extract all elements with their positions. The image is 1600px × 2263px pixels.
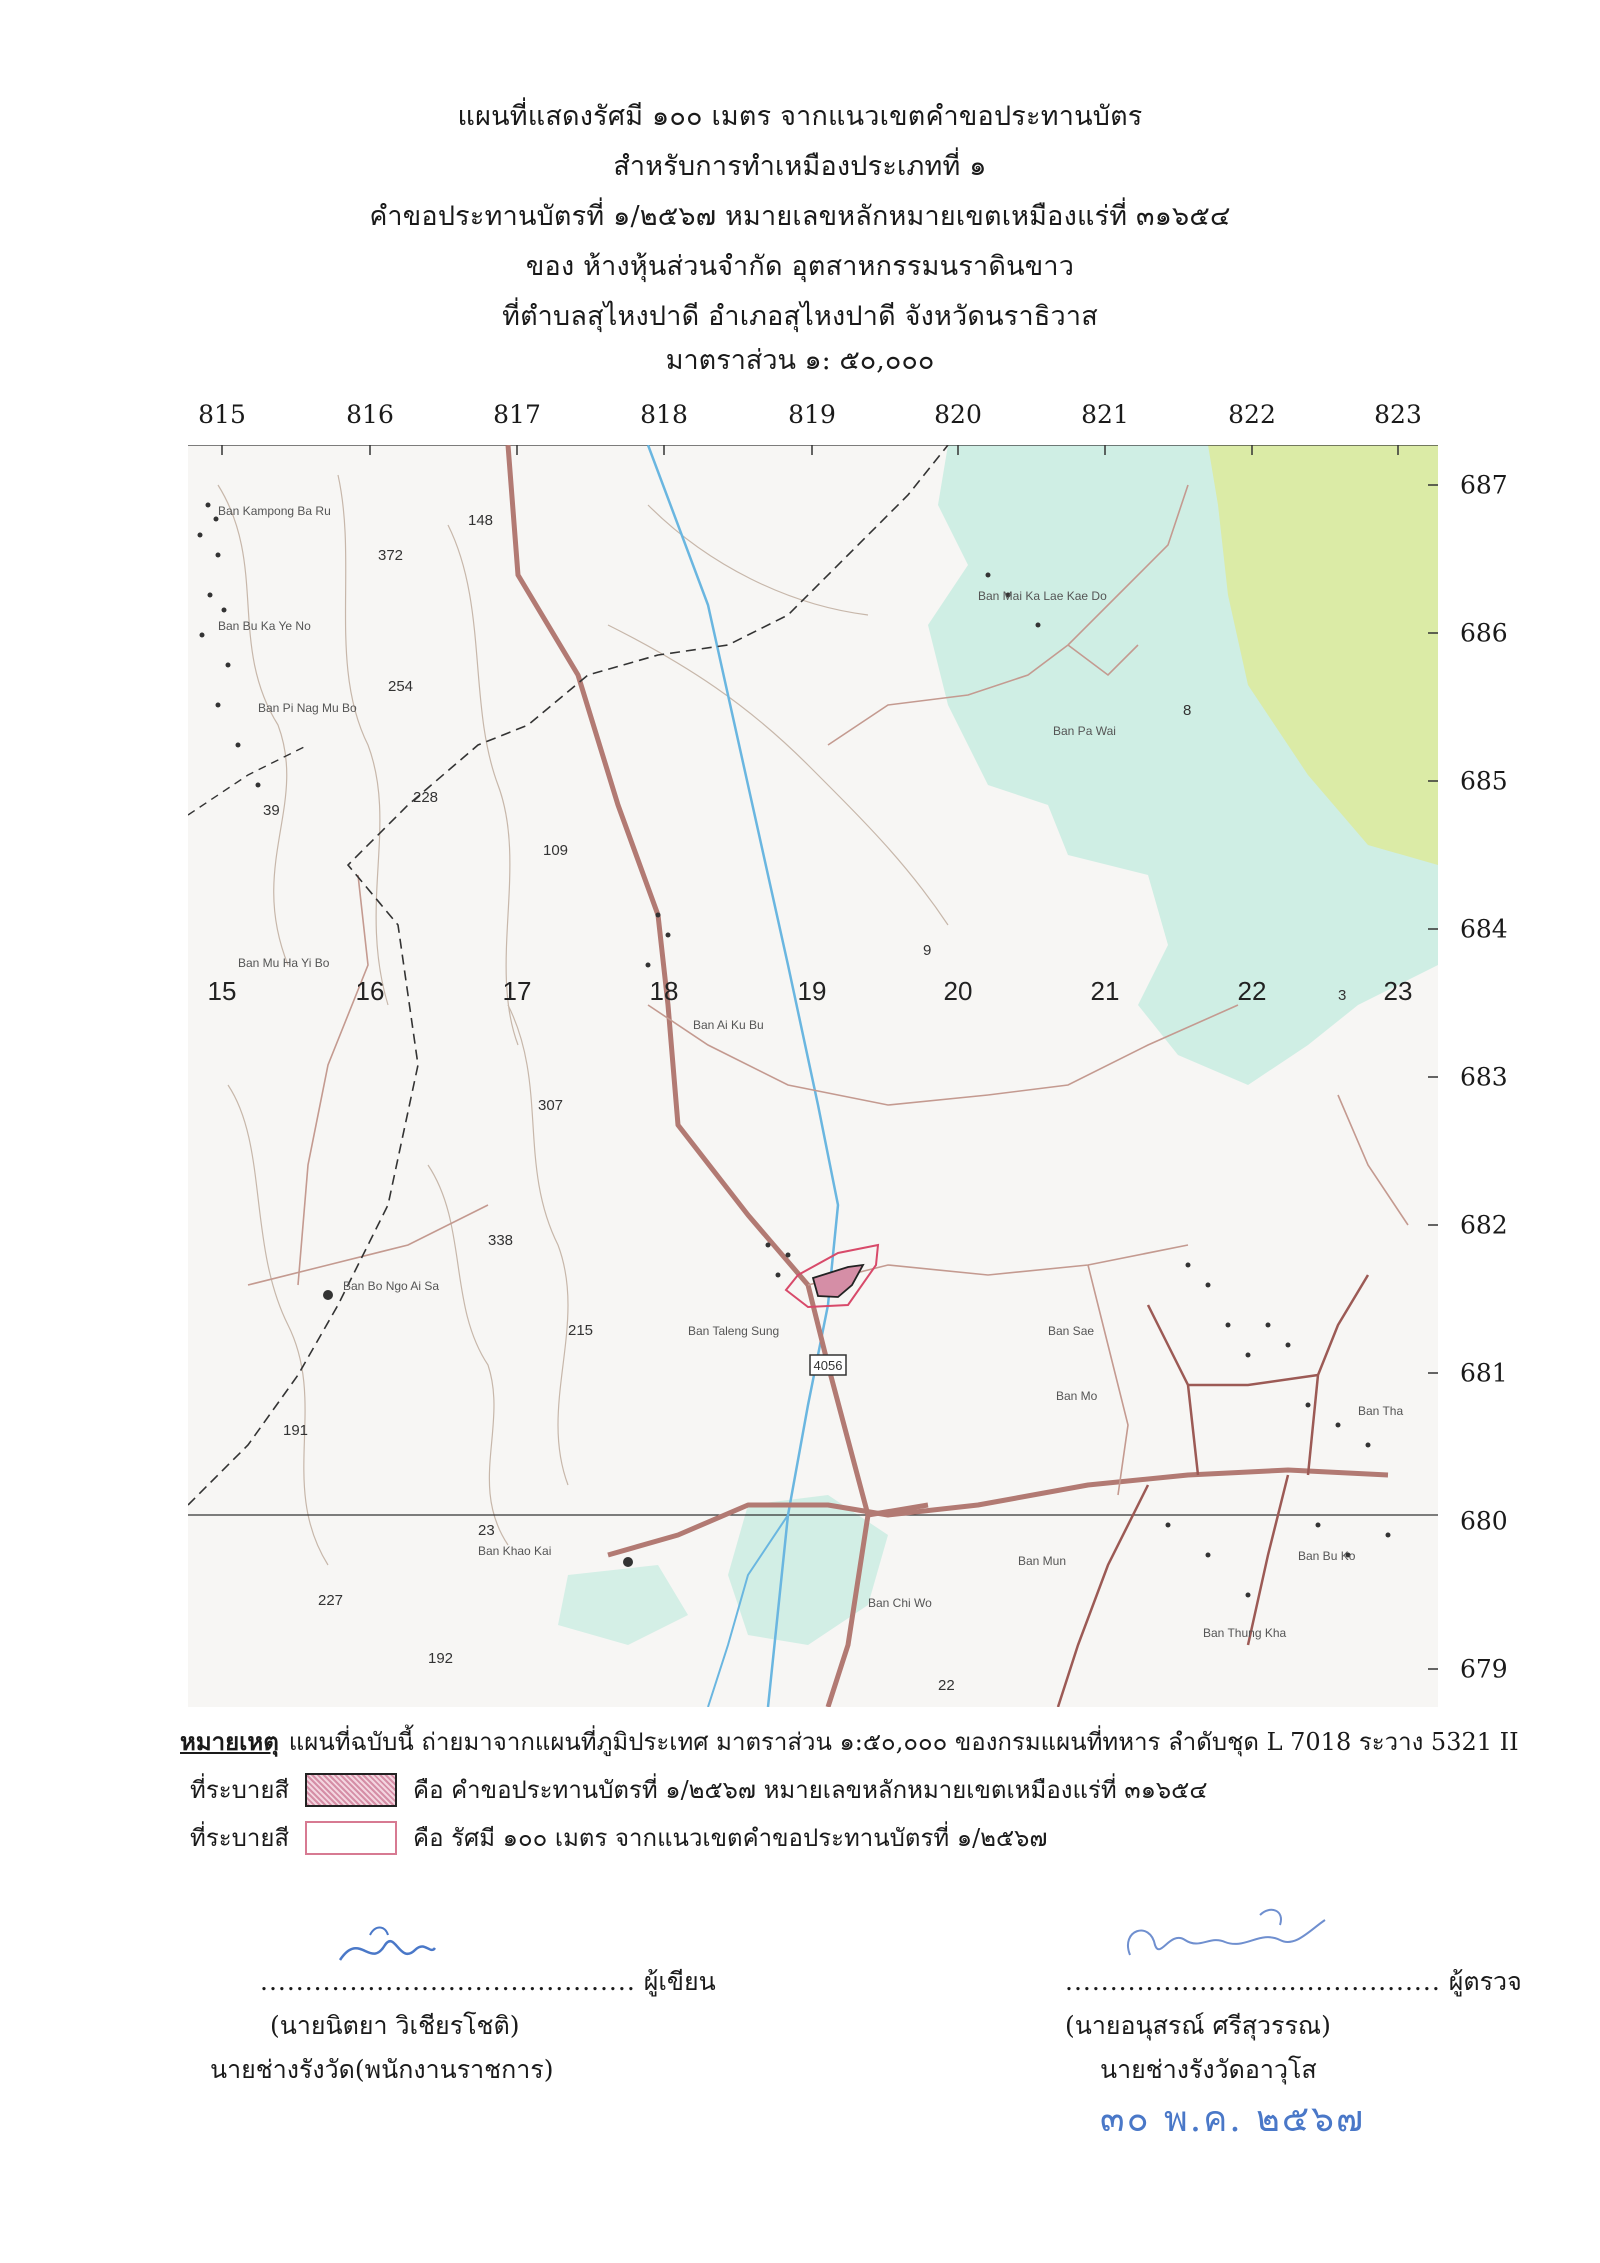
top-grid-ticks	[0, 400, 1600, 440]
top-tick-818: 818	[640, 400, 688, 429]
map-scale: มาตราส่วน ๑: ๕๐,๐๐๐	[665, 345, 935, 376]
writer-block	[210, 1960, 716, 2092]
title-block	[0, 92, 1600, 380]
place-name: Ban Chi Wo	[868, 1596, 932, 1610]
top-tick-815: 815	[198, 400, 246, 429]
place-name: Ban Mai Ka Lae Kae Do	[978, 589, 1107, 603]
inner-label-21: 21	[1090, 976, 1120, 1006]
place-name: Ban Tha	[1358, 1404, 1404, 1418]
top-tick-816: 816	[346, 400, 394, 429]
spot-height: 254	[388, 678, 414, 695]
spot-height: 227	[318, 1592, 344, 1609]
spot-height: 148	[468, 512, 494, 529]
title-line-2: สำหรับการทำเหมืองประเภทที่ ๑	[613, 151, 987, 182]
place-name: Ban Kampong Ba Ru	[218, 504, 331, 518]
title-line-4: ของ ห้างหุ้นส่วนจำกัด อุตสาหกรรมนราดินขาว	[525, 251, 1075, 282]
legend-swatch-claim	[305, 1773, 397, 1807]
spot-height: 228	[413, 789, 439, 806]
spot-height: 191	[283, 1422, 309, 1439]
top-tick-821: 821	[1081, 400, 1129, 429]
spot-height: 39	[263, 802, 280, 819]
route-label: 4056	[813, 1358, 843, 1373]
spot-height: 3	[1338, 987, 1347, 1004]
right-tick-679: 679	[1460, 1654, 1508, 1684]
spot-height: 9	[923, 942, 932, 959]
spot-height: 192	[428, 1650, 454, 1667]
spot-height: 22	[938, 1677, 955, 1694]
inner-label-20: 20	[943, 976, 973, 1006]
writer-dots: ..........................................	[260, 1967, 636, 1996]
right-tick-683: 683	[1460, 1062, 1508, 1092]
place-name: Ban Mo	[1056, 1389, 1098, 1403]
top-tick-820: 820	[934, 400, 982, 429]
spot-height: 307	[538, 1097, 564, 1114]
checker-role: ผู้ตรวจ	[1448, 1967, 1522, 1996]
right-tick-681: 681	[1460, 1358, 1508, 1388]
topographic-map	[188, 445, 1438, 1707]
legend-row-claim	[180, 1766, 1510, 1814]
top-tick-823: 823	[1374, 400, 1422, 429]
legend-swatch-radius	[305, 1821, 397, 1855]
title-line-5: ที่ตำบลสุไหงปาดี อำเภอสุไหงปาดี จังหวัดนราธิวาส	[502, 301, 1098, 332]
checker-position: นายช่างรังวัดอาวุโส	[1100, 2055, 1317, 2084]
date-stamp: ๓๐ พ.ค. ๒๕๖๗	[1100, 2099, 1366, 2140]
top-tick-819: 819	[788, 400, 836, 429]
legend-row-radius	[180, 1814, 1510, 1862]
top-tick-817: 817	[493, 400, 541, 429]
top-tick-822: 822	[1228, 400, 1276, 429]
legend-desc-claim: คือ คำขอประทานบัตรที่ ๑/๒๕๖๗ หมายเลขหลักหมายเขตเหมืองแร่ที่ ๓๑๖๕๔	[413, 1776, 1208, 1804]
right-tick-684: 684	[1460, 914, 1508, 944]
legend-prefix: ที่ระบายสี	[190, 1824, 290, 1852]
place-name: Ban Thung Kha	[1203, 1626, 1287, 1640]
right-tick-687: 687	[1460, 470, 1508, 500]
writer-role: ผู้เขียน	[643, 1967, 716, 1996]
place-name: Ban Bu Ka Ye No	[218, 619, 311, 633]
note-heading: หมายเหตุ	[180, 1727, 279, 1756]
place-name: Ban Taleng Sung	[688, 1324, 780, 1338]
place-name: Ban Pi Nag Mu Bo	[258, 701, 357, 715]
place-name: Ban Khao Kai	[478, 1544, 552, 1558]
checker-block	[1065, 1960, 1522, 2092]
right-tick-685: 685	[1460, 766, 1508, 796]
inner-label-18: 18	[649, 976, 679, 1006]
checker-dots: ..........................................	[1065, 1967, 1441, 1996]
place-name: Ban Mu Ha Yi Bo	[238, 956, 330, 970]
place-name: Ban Bo Ngo Ai Sa	[343, 1279, 440, 1293]
legend-desc-radius: คือ รัศมี ๑๐๐ เมตร จากแนวเขตคำขอประทานบัตรที่ ๑/๒๕๖๗	[413, 1824, 1048, 1852]
spot-height: 372	[378, 547, 404, 564]
inner-label-23: 23	[1383, 976, 1413, 1006]
spot-height: 109	[543, 842, 569, 859]
inner-label-19: 19	[797, 976, 827, 1006]
place-name: Ban Bu Ko	[1298, 1549, 1356, 1563]
note-line	[180, 1718, 1519, 1766]
right-tick-686: 686	[1460, 618, 1508, 648]
place-name: Ban Ai Ku Bu	[693, 1018, 764, 1032]
title-line-1: แผนที่แสดงรัศมี ๑๐๐ เมตร จากแนวเขตคำขอประทานบัตร	[457, 101, 1143, 132]
spot-height: 8	[1183, 702, 1192, 719]
writer-name: (นายนิตยา วิเชียรโชติ)	[270, 2011, 520, 2040]
right-tick-680: 680	[1460, 1506, 1508, 1536]
inner-label-17: 17	[502, 976, 532, 1006]
spot-height: 338	[488, 1232, 514, 1249]
inner-label-16: 16	[355, 976, 385, 1006]
place-name: Ban Sae	[1048, 1324, 1095, 1338]
note-text: แผนที่ฉบับนี้ ถ่ายมาจากแผนที่ภูมิประเทศ มาตราส่วน ๑:๕๐,๐๐๐ ของกรมแผนที่ทหาร ลำดับชุด L 7018 ระวาง 5321 II	[288, 1728, 1519, 1756]
writer-position: นายช่างรังวัด(พนักงานราชการ)	[210, 2055, 554, 2084]
place-name: Ban Mun	[1018, 1554, 1067, 1568]
right-tick-682: 682	[1460, 1210, 1508, 1240]
spot-height: 23	[478, 1522, 495, 1539]
place-name: Ban Pa Wai	[1053, 724, 1116, 738]
legend-prefix: ที่ระบายสี	[190, 1776, 290, 1804]
inner-label-22: 22	[1237, 976, 1267, 1006]
title-line-3: คำขอประทานบัตรที่ ๑/๒๕๖๗ หมายเลขหลักหมายเขตเหมืองแร่ที่ ๓๑๖๕๔	[369, 201, 1231, 232]
map-notes	[180, 1718, 1519, 1862]
checker-name: (นายอนุสรณ์ ศรีสุวรรณ)	[1065, 2011, 1331, 2040]
inner-label-15: 15	[207, 976, 237, 1006]
spot-height: 215	[568, 1322, 594, 1339]
